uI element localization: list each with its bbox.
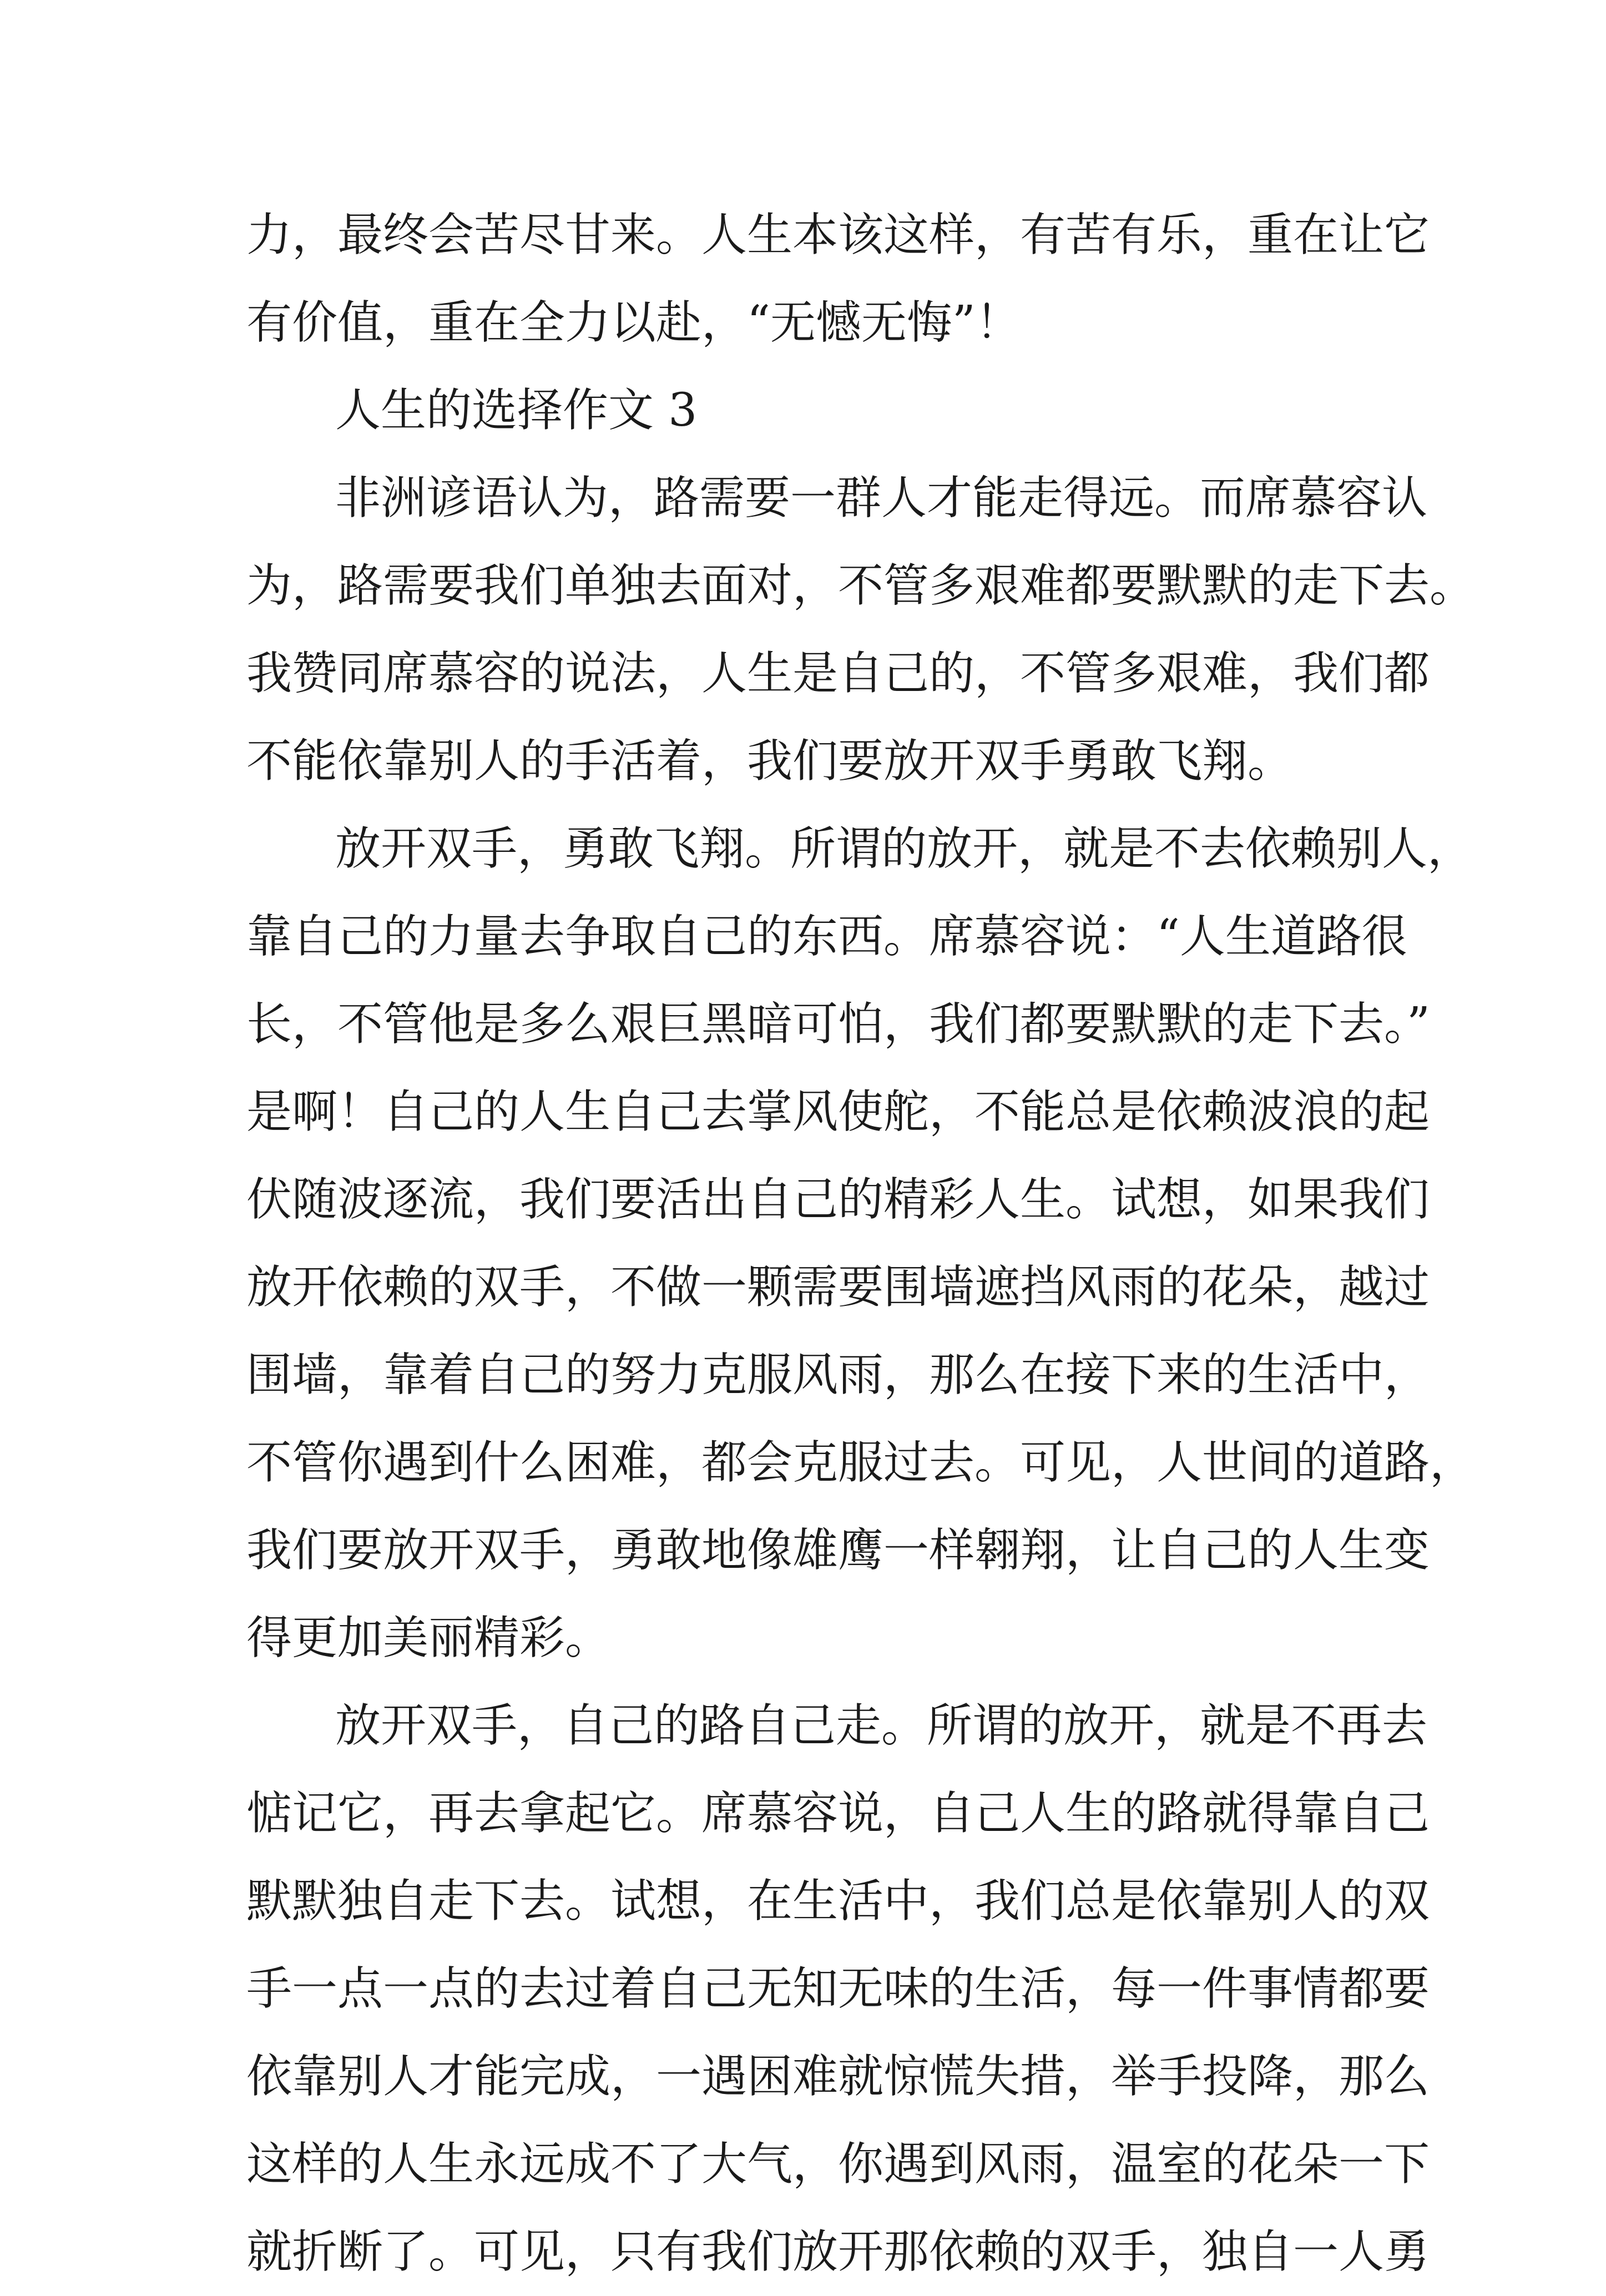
text-line: 不管你遇到什么困难，都会克服过去。可见，人世间的道路， [246, 1436, 1476, 1489]
text-line: 我们要放开双手，勇敢地像雄鹰一样翱翔，让自己的人生变 [246, 1524, 1430, 1577]
text-line: 放开双手，勇敢飞翔。所谓的放开，就是不去依赖别人， [335, 822, 1473, 875]
section-heading: 人生的选择作文 3 [335, 384, 698, 437]
text-line: 依靠别人才能完成，一遇困难就惊慌失措，举手投降，那么 [246, 2050, 1430, 2103]
text-line: 这样的人生永远成不了大气，你遇到风雨，温室的花朵一下 [246, 2138, 1430, 2191]
text-line: 放开依赖的双手，不做一颗需要围墙遮挡风雨的花朵，越过 [246, 1261, 1430, 1314]
text-line: 有价值，重在全力以赴，“无憾无悔”！ [246, 296, 1021, 349]
text-line: 非洲谚语认为，路需要一群人才能走得远。而席慕容认 [335, 472, 1428, 524]
text-line: 我赞同席慕容的说法，人生是自己的，不管多艰难，我们都 [246, 647, 1430, 700]
text-line: 放开双手，自己的路自己走。所谓的放开，就是不再去 [335, 1699, 1428, 1752]
text-line: 伏随波逐流，我们要活出自己的精彩人生。试想，如果我们 [246, 1173, 1430, 1226]
text-line: 靠自己的力量去争取自己的东西。席慕容说：“人生道路很 [246, 910, 1407, 963]
body-text [246, 191, 1476, 2296]
text-line: 手一点一点的去过着自己无知无味的生活，每一件事情都要 [246, 1962, 1430, 2015]
text-line: 就折断了。可见，只有我们放开那依赖的双手，独自一人勇 [246, 2226, 1430, 2278]
text-line: 惦记它，再去拿起它。席慕容说，自己人生的路就得靠自己 [246, 1787, 1430, 1840]
text-line: 得更加美丽精彩。 [246, 1612, 611, 1664]
text-line: 默默独自走下去。试想，在生活中，我们总是依靠别人的双 [246, 1875, 1430, 1927]
text-line: 力，最终会苦尽甘来。人生本该这样，有苦有乐，重在让它 [246, 209, 1430, 261]
text-line: 不能依靠别人的手活着，我们要放开双手勇敢飞翔。 [246, 735, 1294, 788]
text-line: 为，路需要我们单独去面对，不管多艰难都要默默的走下去。 [246, 559, 1476, 612]
text-line: 是啊！自己的人生自己去掌风使舵，不能总是依赖波浪的起 [246, 1086, 1430, 1138]
text-line: 长，不管他是多么艰巨黑暗可怕，我们都要默默的走下去。” [246, 998, 1430, 1051]
text-line: 围墙，靠着自己的努力克服风雨，那么在接下来的生活中， [246, 1349, 1430, 1401]
